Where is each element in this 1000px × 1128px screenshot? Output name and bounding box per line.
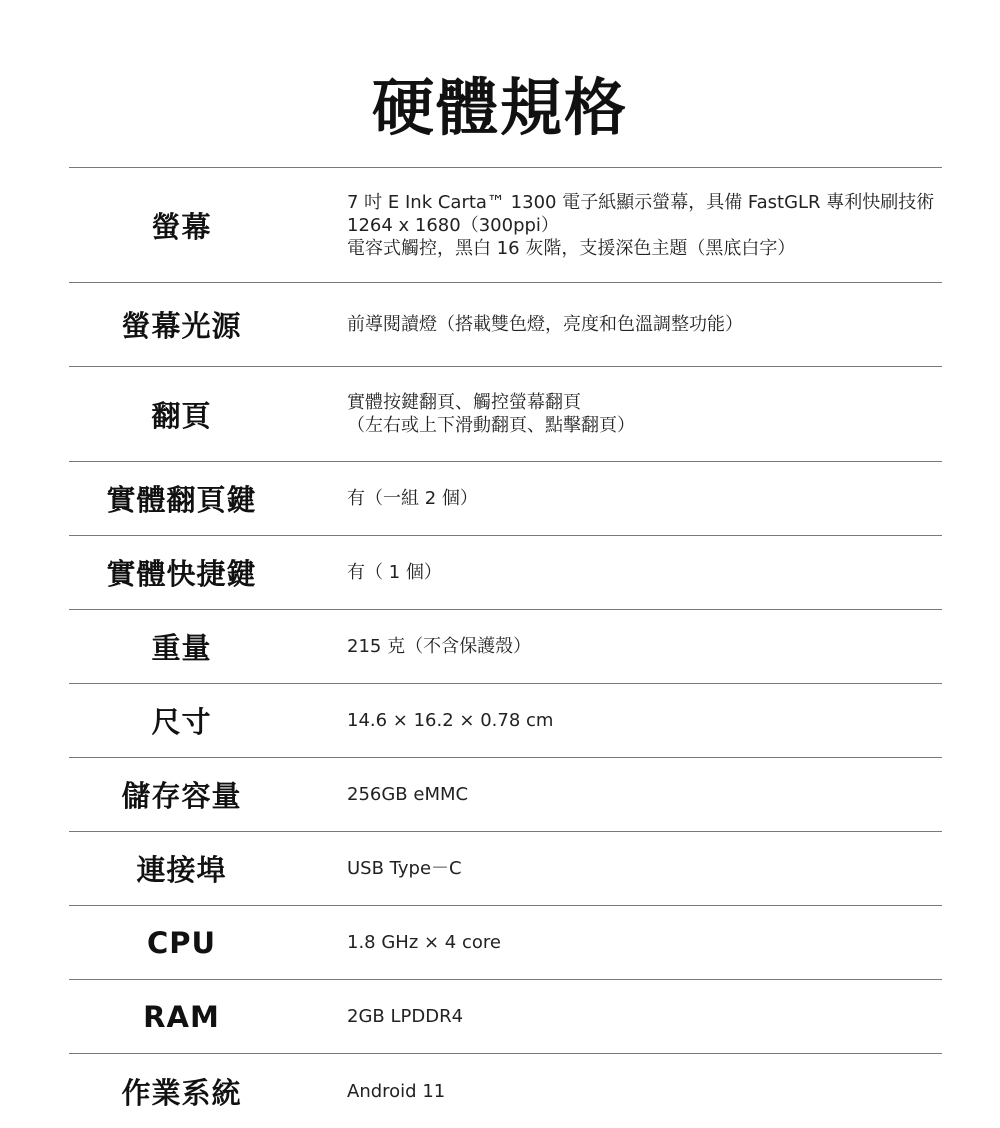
spec-value-line: Android 11 <box>347 1080 446 1102</box>
spec-value-line: 電容式觸控，黑白 16 灰階，支援深色主題（黑底白字） <box>347 237 796 259</box>
spec-label: 螢幕光源 <box>121 309 242 343</box>
spec-row-os <box>69 1054 942 1128</box>
spec-value <box>294 191 942 260</box>
spec-label: 重量 <box>151 631 212 665</box>
spec-value <box>294 1005 942 1028</box>
spec-value <box>294 709 942 732</box>
spec-value-line: USB Type－C <box>347 858 462 879</box>
spec-row-dimensions <box>69 684 942 758</box>
spec-value <box>294 313 942 336</box>
spec-value <box>294 857 942 880</box>
spec-value <box>294 487 942 510</box>
spec-row-page-turn <box>69 367 942 462</box>
spec-value-line: 14.6 × 16.2 × 0.78 cm <box>347 710 554 731</box>
spec-value-line: 215 克（不含保護殼） <box>347 636 532 657</box>
spec-label: 實體快捷鍵 <box>106 557 257 591</box>
spec-row-port <box>69 832 942 906</box>
spec-row-page-buttons <box>69 462 942 536</box>
spec-label: 翻頁 <box>151 398 212 433</box>
spec-value <box>294 391 942 437</box>
spec-value-line: 1264 x 1680（300ppi） <box>347 214 559 236</box>
page-title: 硬體規格 <box>371 71 628 144</box>
spec-row-weight <box>69 610 942 684</box>
spec-label: 連接埠 <box>136 853 227 887</box>
spec-table <box>69 167 942 1128</box>
spec-value-line: 256GB eMMC <box>347 784 469 805</box>
spec-value <box>294 931 942 954</box>
spec-value <box>294 561 942 584</box>
spec-value-line: （左右或上下滑動翻頁、點擊翻頁） <box>347 415 635 436</box>
spec-row-ram <box>69 980 942 1054</box>
spec-value-line: 有（ 1 個） <box>347 562 442 583</box>
spec-label: CPU <box>146 925 217 960</box>
spec-label: 螢幕 <box>151 209 212 244</box>
spec-label: 尺寸 <box>151 705 212 739</box>
spec-row-cpu <box>69 906 942 980</box>
spec-row-shortcut-key <box>69 536 942 610</box>
spec-row-display <box>69 168 942 283</box>
spec-label: 實體翻頁鍵 <box>106 483 257 517</box>
spec-value-line: 前導閱讀燈（搭載雙色燈，亮度和色溫調整功能） <box>347 314 743 335</box>
spec-row-light <box>69 283 942 367</box>
spec-label: 作業系統 <box>121 1075 242 1110</box>
spec-value <box>294 1080 942 1103</box>
spec-value <box>294 783 942 806</box>
spec-row-storage <box>69 758 942 832</box>
spec-value <box>294 635 942 658</box>
spec-value-line: 7 吋 E Ink Carta™ 1300 電子紙顯示螢幕，具備 FastGLR 專利快刷技術 <box>347 191 935 213</box>
spec-label: 儲存容量 <box>121 779 242 813</box>
spec-value-line: 有（一組 2 個） <box>347 488 478 509</box>
spec-value-line: 2GB LPDDR4 <box>347 1006 464 1027</box>
spec-value-line: 1.8 GHz × 4 core <box>347 932 501 953</box>
spec-value-line: 實體按鍵翻頁、觸控螢幕翻頁 <box>347 392 581 413</box>
spec-label: RAM <box>143 999 220 1034</box>
